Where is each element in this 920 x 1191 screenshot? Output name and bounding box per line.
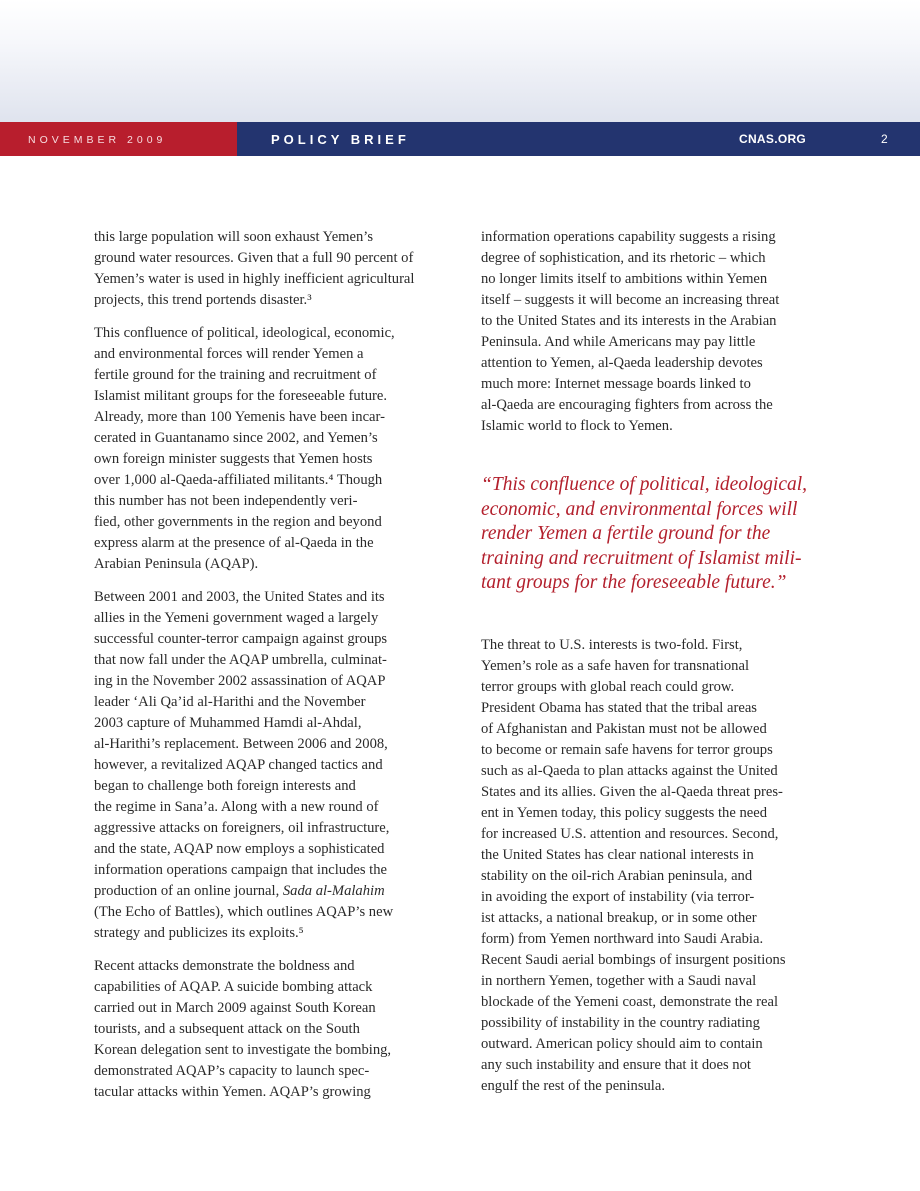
site-link[interactable]: CNAS.ORG xyxy=(739,132,807,146)
header-date-block xyxy=(0,122,237,156)
paragraph: This confluence of political, ideological, economic, and environmental forces will render Yemen a fertile ground for the training and recruitment of Islamist militant groups for the foreseeable future. Already, more than 100 Yemenis have been incar- cerated in Guantanamo since 2002, and Yemen’s own foreign minister suggests that Yemen hosts over 1,000 al-Qaeda-affiliated militants.⁴ Though this number has not been independently veri- fied, other governments in the region and beyond express alarm at the presence of al-Qaeda in the Arabian Peninsula (AQAP). xyxy=(94,325,395,572)
paragraph: this large population will soon exhaust Yemen’s ground water resources. Given that a full 90 percent of Yemen’s water is used in highly inefficient agricultural projects, this trend portends disaster.³ xyxy=(94,229,415,308)
journal-title: Sada al-Malahim xyxy=(282,883,385,899)
paragraph-text: (The Echo of Battles), which outlines AQAP’s new strategy and publicizes its exploits.⁵ xyxy=(94,904,394,941)
header-title-block xyxy=(237,122,920,156)
pull-quote: “This confluence of political, ideological, economic, and environmental forces will render Yemen a fertile ground for the training and recruitment of Islamist mili- tant groups for the foreseeable future.” xyxy=(481,474,808,593)
paragraph-text: Between 2001 and 2003, the United States and its allies in the Yemeni government waged a largely successful counter-terror campaign against groups that now fall under the AQAP umbrella, culminat- ing in the November 2002 assassination of AQAP leader ‘Ali Qa’id al-Harithi and the November 2003 capture of Muhammed Hamdi al-Ahdal, al-Harithi’s replacement. Between 2006 and 2008, however, a revitalized AQAP changed tactics and began to challenge both foreign interests and the regime in Sana’a. Along with a new round of aggressive attacks on foreigners, oil infrastructure, and the state, AQAP now employs a sophisticated information operations campaign that includes the production of an online journal, xyxy=(94,589,390,899)
paragraph: The threat to U.S. interests is two-fold. First, Yemen’s role as a safe haven for transnational terror groups with global reach could grow. President Obama has stated that the tribal areas of Afghanistan and Pakistan must not be allowed to become or remain safe havens for terror groups such as al-Qaeda to plan attacks against the United States and its allies. Given the al-Qaeda threat pres- ent in Yemen today, this policy suggests the need for increased U.S. attention and resources. Second, the United States has clear national interests in stability on the oil-rich Arabian peninsula, and in avoiding the export of instability (via terror- ist attacks, a national breakup, or in some other form) from Yemen northward into Saudi Arabia. Recent Saudi aerial bombings of insurgent positions in northern Yemen, together with a Saudi naval blockade of the Yemeni coast, demonstrate the real possibility of instability in the country radiating outward. American policy should aim to contain any such instability and ensure that it does not engulf the rest of the peninsula. xyxy=(481,636,786,1094)
publication-title: POLICY BRIEF xyxy=(271,132,410,147)
paragraph: Recent attacks demonstrate the boldness and capabilities of AQAP. A suicide bombing attack carried out in March 2009 against South Korean tourists, and a subsequent attack on the South Korean delegation sent to investigate the bombing, demonstrated AQAP’s capacity to launch spec- tacular attacks within Yemen. AQAP’s growing xyxy=(94,958,392,1100)
header-gradient xyxy=(0,0,920,122)
paragraph: information operations capability suggests a rising degree of sophistication, and its rhetoric – which no longer limits itself to ambitions within Yemen itself – suggests it will become an increasing threat to the United States and its interests in the Arabian Peninsula. And while Americans may pay little attention to Yemen, al-Qaeda leadership devotes much more: Internet message boards linked to al-Qaeda are encouraging fighters from across the Islamic world to flock to Yemen. xyxy=(481,229,780,434)
left-column xyxy=(94,227,442,1115)
header-band xyxy=(0,122,920,156)
right-column xyxy=(481,227,826,1109)
paragraph xyxy=(94,587,442,944)
page-number: 2 xyxy=(881,132,888,146)
issue-date: NOVEMBER 2009 xyxy=(28,134,167,146)
